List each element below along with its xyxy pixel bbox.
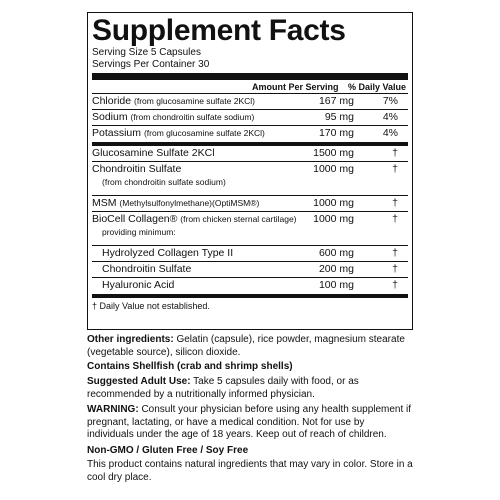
ingredient-detail: (Methylsulfonylmethane)(OptiMSM®) (119, 198, 260, 208)
thick-divider (92, 73, 408, 80)
amount-value: 170 mg (318, 127, 354, 139)
ingredient-name: Glucosamine Sulfate 2KCl (92, 147, 215, 159)
facts-title: Supplement Facts (92, 14, 346, 47)
amount-value: 1000 mg (313, 163, 354, 175)
amount-value: 95 mg (324, 111, 354, 123)
daily-value: † (392, 213, 398, 225)
amount-value: 1000 mg (313, 213, 354, 225)
amount-value: 167 mg (318, 95, 354, 107)
facts-row (92, 262, 408, 278)
amount-value: 600 mg (318, 247, 354, 259)
facts-row (92, 94, 408, 110)
suggested-use: Suggested Adult Use: Take 5 capsules daily with food, or as recommended by a nutritionally informed physician. (87, 376, 359, 400)
facts-row (92, 246, 408, 262)
servings-per-container: Servings Per Container 30 (92, 59, 210, 70)
warning-text: WARNING: Consult your physician before using any health supplement if pregnant, lactating, or have a medical condition. Not for use by individuals under the age of 18 years. Keep out of reach of children. (87, 404, 412, 440)
daily-value: † (392, 197, 398, 209)
amount-value: 200 mg (318, 263, 354, 275)
daily-value: 7% (382, 95, 398, 107)
daily-value: † (392, 147, 398, 159)
facts-row (92, 162, 408, 196)
daily-value: 4% (382, 111, 398, 123)
ingredient-detail: (from chicken sternal cartilage) (180, 214, 297, 224)
daily-value: 4% (382, 127, 398, 139)
amount-value: 1500 mg (313, 147, 354, 159)
facts-row (92, 146, 408, 162)
ingredient-subtext: (from chondroitin sulfate sodium) (102, 177, 226, 187)
ingredient-detail: (from glucosamine sulfate 2KCl) (143, 128, 265, 138)
ingredient-name: Hydrolyzed Collagen Type II (102, 247, 234, 259)
ingredient-detail: (from chondroitin sulfate sodium) (130, 112, 255, 122)
ingredient-subtext: providing minimum: (102, 227, 176, 237)
facts-row (92, 110, 408, 126)
ingredient-rows (92, 146, 408, 294)
daily-value: † (392, 163, 398, 175)
ingredient-name: Chondroitin Sulfate (102, 263, 192, 275)
daily-value: † (392, 263, 398, 275)
ingredient-detail: (from glucosamine sulfate 2KCl) (134, 96, 255, 106)
mineral-rows (92, 94, 408, 142)
ingredient-name: Chondroitin Sulfate (92, 163, 182, 175)
dv-header: % Daily Value (347, 82, 406, 92)
serving-size: Serving Size 5 Capsules (92, 47, 201, 58)
ingredient-name: BioCell Collagen® (from chicken sternal cartilage) (92, 213, 297, 225)
amount-value: 100 mg (318, 279, 354, 291)
non-gmo-line: Non-GMO / Gluten Free / Soy Free (87, 445, 249, 456)
amount-header: Amount Per Serving (252, 82, 339, 92)
ingredient-name: Chloride (from glucosamine sulfate 2KCl) (92, 95, 255, 107)
shellfish-warning: Contains Shellfish (crab and shrimp shells) (87, 361, 293, 372)
daily-value: † (392, 279, 398, 291)
facts-row (92, 126, 408, 142)
facts-row (92, 278, 408, 294)
amount-value: 1000 mg (313, 197, 354, 209)
ingredient-name: MSM (Methylsulfonylmethane)(OptiMSM®) (92, 197, 260, 209)
ingredient-name: Hyaluronic Acid (102, 279, 175, 291)
column-header (92, 80, 408, 94)
daily-value: † (392, 247, 398, 259)
color-storage-note: This product contains natural ingredients that may vary in color. Store in a cool dry place. (87, 459, 413, 483)
ingredient-name: Potassium (from glucosamine sulfate 2KCl) (92, 127, 265, 139)
dv-footnote: † Daily Value not established. (92, 301, 210, 311)
other-ingredients: Other ingredients: Gelatin (capsule), rice powder, magnesium stearate (vegetable source), silicon dioxide. (87, 334, 405, 358)
supplement-facts-panel (87, 12, 413, 330)
facts-row (92, 196, 408, 212)
ingredient-name: Sodium (from chondroitin sulfate sodium) (92, 111, 255, 123)
facts-row (92, 212, 408, 246)
